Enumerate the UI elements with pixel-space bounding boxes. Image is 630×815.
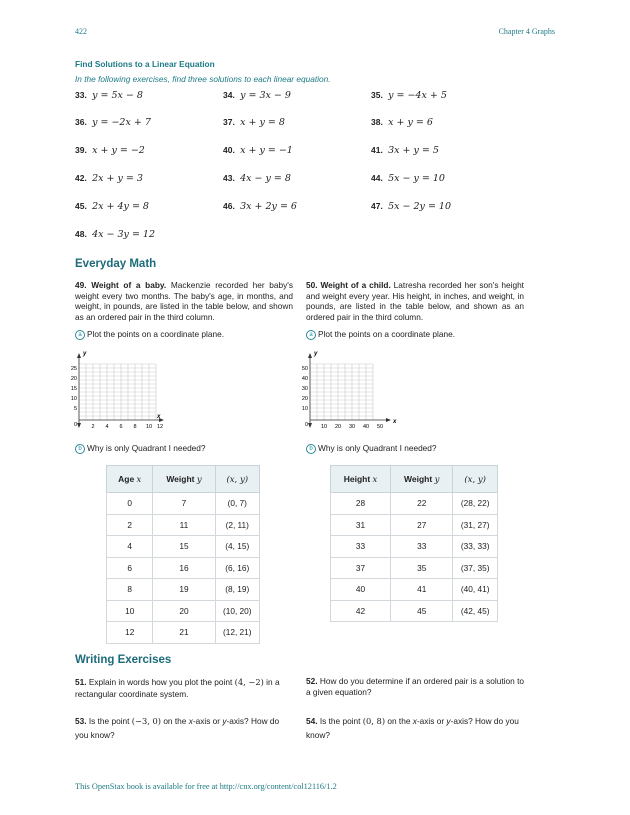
problem-description: Latresha recorded her son's height and weight every year. His height, in inches, and weight, in pounds, are listed in the table below, and shown as an ordered pair in the third column. <box>306 280 524 323</box>
y-tick-label: 20 <box>70 376 77 382</box>
y-tick-label: 50 <box>301 366 308 372</box>
table-row <box>107 579 260 601</box>
table-cell: 41 <box>391 579 453 601</box>
part-b-badge: b <box>306 444 316 454</box>
table-cell: 31 <box>331 514 391 536</box>
x-tick-label: 4 <box>105 424 109 430</box>
x-tick-label: 40 <box>362 424 370 430</box>
exercise-equation: 2x + 4y = 8 <box>92 201 149 212</box>
exercise-number: 37. <box>223 117 235 127</box>
y-tick-label: 10 <box>70 396 77 402</box>
exercise-item <box>371 117 433 128</box>
y-tick-label: 25 <box>70 366 77 372</box>
table-row <box>331 579 498 601</box>
exercise-equation: 4x − y = 8 <box>240 173 291 184</box>
table-row <box>107 514 260 536</box>
table-row <box>331 514 498 536</box>
part-a-badge: a <box>75 330 85 340</box>
table-row <box>107 600 260 622</box>
problem-50-text <box>306 280 524 323</box>
table-cell: 6 <box>107 557 153 579</box>
table-cell: 11 <box>153 514 215 536</box>
exercise-item <box>223 90 291 101</box>
part-a-badge: a <box>306 330 316 340</box>
table-cell: 27 <box>391 514 453 536</box>
writing-exercises-heading: Writing Exercises <box>75 654 172 666</box>
section-title: Find Solutions to a Linear Equation <box>75 59 215 69</box>
exercise-item <box>223 145 293 156</box>
table-cell: 28 <box>331 493 391 515</box>
x-tick-label: 10 <box>145 424 153 430</box>
x-tick-label: 10 <box>320 424 328 430</box>
x-arrow-icon <box>386 418 391 422</box>
table-cell: 20 <box>153 600 215 622</box>
exercise-equation: x + y = −1 <box>240 145 293 156</box>
table-header: (x, y) <box>453 466 498 493</box>
table-cell: (0, 7) <box>215 493 259 515</box>
exercise-number: 41. <box>371 145 383 155</box>
question-53: 53. Is the point (−3, 0) on the x-axis or y-axis? How do you know? <box>75 716 280 740</box>
origin-label: 0 <box>305 422 309 428</box>
exercise-number: 35. <box>371 90 383 100</box>
exercise-item <box>223 201 297 212</box>
problem-number: 50. <box>306 280 318 290</box>
exercise-equation: 4x − 3y = 12 <box>92 229 156 240</box>
exercise-equation: 5x − y = 10 <box>388 173 445 184</box>
table-cell: 0 <box>107 493 153 515</box>
table-row <box>331 536 498 558</box>
exercise-number: 42. <box>75 173 87 183</box>
table-header: (x, y) <box>215 466 259 493</box>
problem-description: Mackenzie recorded her baby's weight every two months. The baby's age, in months, and weight, in pounds, are listed in the table below, and shown as an ordered pair in the third column. <box>75 280 293 323</box>
exercise-number: 33. <box>75 90 87 100</box>
exercise-number: 46. <box>223 201 235 211</box>
question-51: 51. Explain in words how you plot the point (4, −2) in a rectangular coordinate system. <box>75 677 280 699</box>
exercise-item <box>371 201 451 212</box>
x-tick-label: 12 <box>156 424 164 430</box>
table-cell: (4, 15) <box>215 536 259 558</box>
problem-title: Weight of a baby. <box>91 280 167 290</box>
table-cell: 37 <box>331 557 391 579</box>
table-cell: 7 <box>153 493 215 515</box>
graph-49 <box>70 348 170 433</box>
grid-49 <box>79 364 156 420</box>
table-header: Age x <box>107 466 153 493</box>
problem-49-part-a: a Plot the points on a coordinate plane. <box>75 329 224 340</box>
exercise-equation: y = 5x − 8 <box>92 90 143 101</box>
table-row <box>107 536 260 558</box>
chapter-title: Chapter 4 Graphs <box>498 27 555 36</box>
table-cell: 15 <box>153 536 215 558</box>
y-arrow-down-icon <box>308 423 312 428</box>
exercise-number: 39. <box>75 145 87 155</box>
x-tick-label: 30 <box>348 424 356 430</box>
table-cell: (40, 41) <box>453 579 498 601</box>
exercise-number: 36. <box>75 117 87 127</box>
exercise-number: 34. <box>223 90 235 100</box>
exercise-number: 44. <box>371 173 383 183</box>
everyday-math-heading: Everyday Math <box>75 258 157 270</box>
grid-50 <box>310 364 373 420</box>
exercise-number: 48. <box>75 229 87 239</box>
exercise-number: 38. <box>371 117 383 127</box>
table-cell: 40 <box>331 579 391 601</box>
exercise-equation: y = 3x − 9 <box>240 90 291 101</box>
exercise-item <box>223 117 285 128</box>
exercise-item <box>223 173 291 184</box>
exercise-item <box>75 229 155 240</box>
y-arrow-down-icon <box>77 423 81 428</box>
origin-label: 0 <box>74 422 78 428</box>
table-header: Height x <box>331 466 391 493</box>
table-cell: 33 <box>391 536 453 558</box>
exercise-equation: x + y = 6 <box>388 117 433 128</box>
table-cell: 8 <box>107 579 153 601</box>
exercise-equation: 3x + 2y = 6 <box>240 201 297 212</box>
y-tick-label: 15 <box>70 386 77 392</box>
exercise-number: 47. <box>371 201 383 211</box>
exercise-equation: x + y = −2 <box>92 145 145 156</box>
question-54: 54. Is the point (0, 8) on the x-axis or y-axis? How do you know? <box>306 716 519 740</box>
footer-text: This OpenStax book is available for free at http://cnx.org/content/col12116/1.2 <box>75 782 337 791</box>
section-instruction: In the following exercises, find three solutions to each linear equation. <box>75 74 331 84</box>
exercise-item <box>371 90 447 101</box>
problem-49-part-b: b Why is only Quadrant I needed? <box>75 443 206 454</box>
exercise-number: 43. <box>223 173 235 183</box>
exercise-equation: 2x + y = 3 <box>92 173 143 184</box>
table-cell: (12, 21) <box>215 622 259 644</box>
exercise-number: 40. <box>223 145 235 155</box>
exercise-equation: 5x − 2y = 10 <box>388 201 452 212</box>
exercise-equation: x + y = 8 <box>240 117 285 128</box>
y-tick-label: 40 <box>301 376 308 382</box>
y-tick-label: 30 <box>301 386 308 392</box>
y-axis-label: y <box>314 351 318 357</box>
exercise-item <box>75 117 151 128</box>
table-cell: (31, 27) <box>453 514 498 536</box>
problem-49-text <box>75 280 293 323</box>
y-tick-label: 10 <box>301 406 308 412</box>
table-49 <box>106 465 260 644</box>
y-arrow-icon <box>308 353 312 358</box>
table-header: Weight y <box>391 466 453 493</box>
problem-50-part-a: a Plot the points on a coordinate plane. <box>306 329 455 340</box>
exercise-item <box>75 145 145 156</box>
exercise-equation: 3x + y = 5 <box>388 145 439 156</box>
table-cell: 19 <box>153 579 215 601</box>
exercise-item <box>371 145 439 156</box>
table-header: Weight y <box>153 466 215 493</box>
table-cell: 42 <box>331 600 391 622</box>
graph-50 <box>301 348 401 433</box>
y-arrow-icon <box>77 353 81 358</box>
table-cell: 22 <box>391 493 453 515</box>
table-cell: 21 <box>153 622 215 644</box>
table-cell: 16 <box>153 557 215 579</box>
table-row <box>107 557 260 579</box>
table-cell: 45 <box>391 600 453 622</box>
table-cell: 2 <box>107 514 153 536</box>
y-tick-label: 5 <box>73 406 77 412</box>
x-tick-label: 6 <box>119 424 123 430</box>
table-cell: (8, 19) <box>215 579 259 601</box>
table-cell: (28, 22) <box>453 493 498 515</box>
x-tick-label: 8 <box>133 424 137 430</box>
exercise-item <box>75 173 143 184</box>
table-row <box>107 493 260 515</box>
x-tick-label: 50 <box>376 424 384 430</box>
x-tick-label: 20 <box>334 424 342 430</box>
table-cell: 12 <box>107 622 153 644</box>
exercise-item <box>371 173 445 184</box>
table-row <box>331 557 498 579</box>
exercise-item <box>75 90 143 101</box>
table-row <box>107 622 260 644</box>
exercise-equation: y = −2x + 7 <box>92 117 151 128</box>
table-cell: (37, 35) <box>453 557 498 579</box>
table-row <box>331 600 498 622</box>
part-b-badge: b <box>75 444 85 454</box>
question-52: 52. How do you determine if an ordered pair is a solution to a given equation? <box>306 676 524 697</box>
exercise-equation: y = −4x + 5 <box>388 90 447 101</box>
x-tick-label: 2 <box>91 424 95 430</box>
table-cell: (10, 20) <box>215 600 259 622</box>
problem-50-part-b: b Why is only Quadrant I needed? <box>306 443 437 454</box>
table-cell: (2, 11) <box>215 514 259 536</box>
table-row <box>331 493 498 515</box>
exercise-item <box>75 201 149 212</box>
table-cell: (42, 45) <box>453 600 498 622</box>
x-axis-label: x <box>157 414 161 420</box>
table-50 <box>330 465 498 622</box>
problem-number: 49. <box>75 280 87 290</box>
table-cell: 33 <box>331 536 391 558</box>
table-cell: (6, 16) <box>215 557 259 579</box>
table-cell: (33, 33) <box>453 536 498 558</box>
problem-title: Weight of a child. <box>320 280 391 290</box>
y-tick-label: 20 <box>301 396 308 402</box>
table-cell: 4 <box>107 536 153 558</box>
x-axis-label: x <box>393 419 397 425</box>
table-cell: 35 <box>391 557 453 579</box>
page-number: 422 <box>75 27 87 36</box>
table-cell: 10 <box>107 600 153 622</box>
y-axis-label: y <box>83 351 87 357</box>
exercise-number: 45. <box>75 201 87 211</box>
